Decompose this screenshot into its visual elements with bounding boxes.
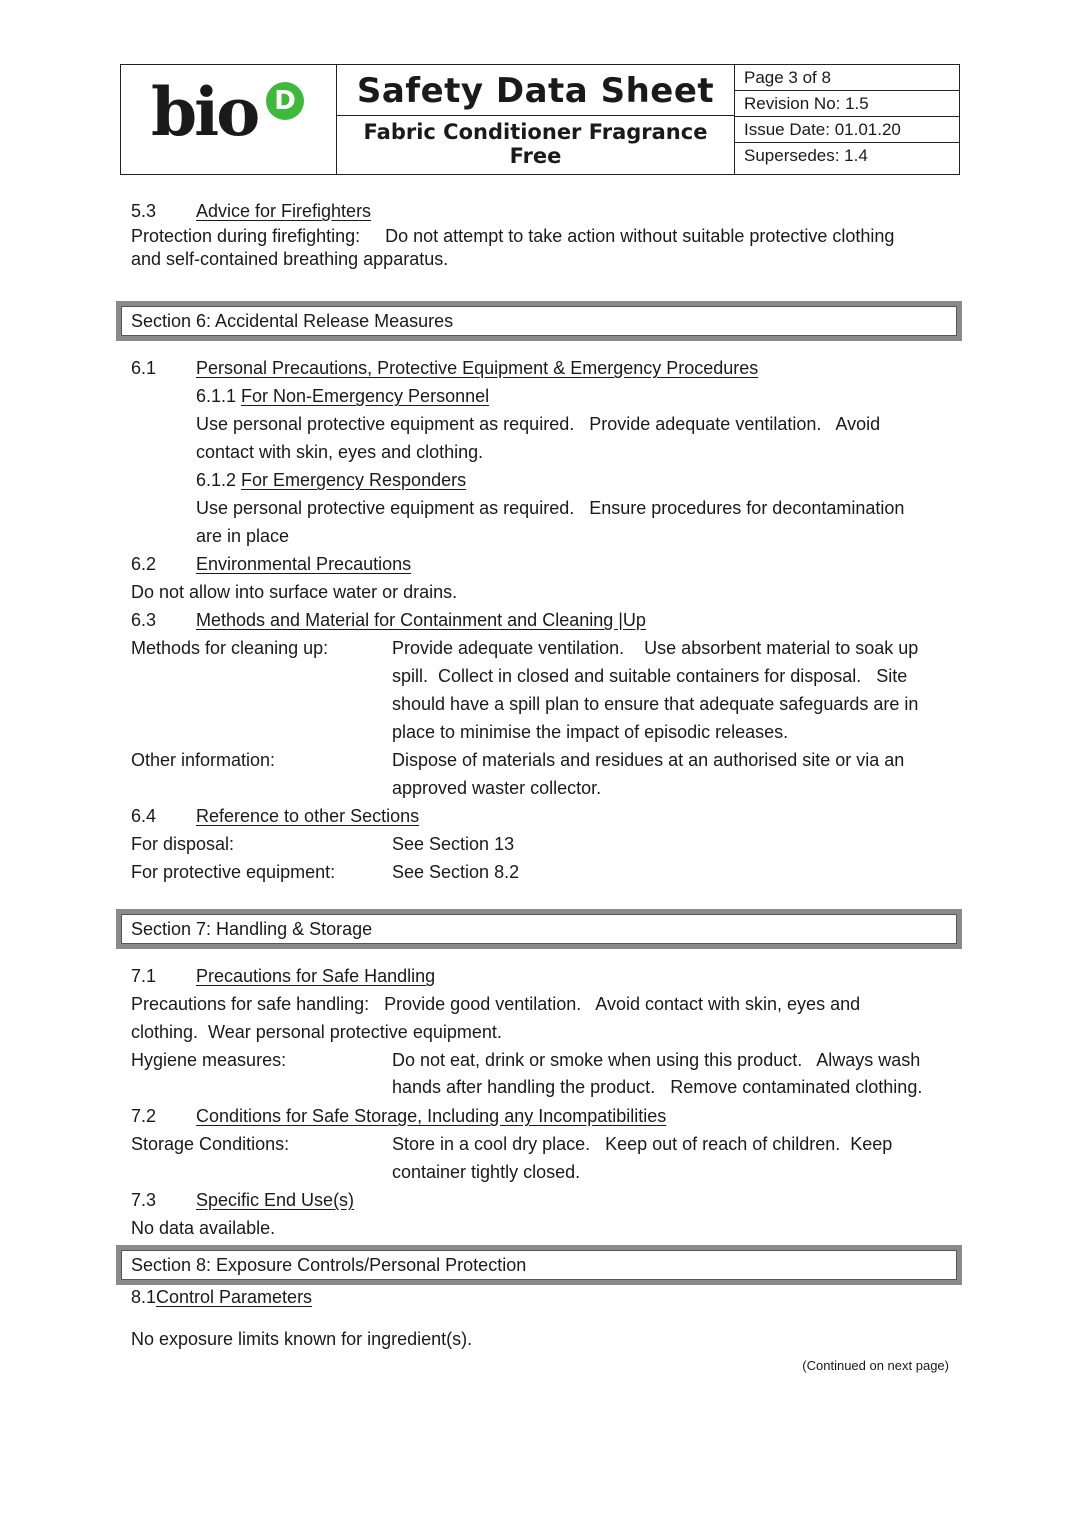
- subsection-heading: Personal Precautions, Protective Equipment & Emergency Procedures: [196, 358, 759, 378]
- section-number: 6.1.1: [196, 386, 237, 406]
- field-value-line: Provide adequate ventilation. Use absorbent material to soak up: [392, 638, 919, 658]
- section-number: 6.1: [131, 358, 157, 378]
- subsection-heading: Conditions for Safe Storage, Including any Incompatibilities: [196, 1106, 667, 1126]
- document-title: Safety Data Sheet: [356, 71, 715, 111]
- title-cell: [337, 65, 735, 174]
- subsection-heading: For Emergency Responders: [241, 470, 467, 490]
- paragraph-line: No data available.: [131, 1218, 276, 1238]
- paragraph-line: are in place: [196, 526, 290, 546]
- section-number: 6.1.2: [196, 470, 237, 490]
- paragraph-line: No exposure limits known for ingredient(s).: [131, 1329, 473, 1349]
- issue-date: Issue Date: 01.01.20: [744, 120, 901, 139]
- field-value: See Section 13: [392, 834, 515, 854]
- product-name: Fabric Conditioner Fragrance Free: [363, 120, 708, 168]
- paragraph-line: Use personal protective equipment as required. Ensure procedures for decontamination: [196, 498, 905, 518]
- section-number: 8.1: [131, 1287, 157, 1307]
- paragraph-line: Use personal protective equipment as required. Provide adequate ventilation. Avoid: [196, 414, 881, 434]
- revision-number: Revision No: 1.5: [744, 94, 869, 113]
- section-number: 7.2: [131, 1106, 157, 1126]
- subsection-heading: Methods and Material for Containment and Cleaning |Up: [196, 610, 646, 630]
- field-label: For disposal:: [131, 834, 235, 854]
- supersedes: Supersedes: 1.4: [744, 146, 868, 165]
- document-header: [120, 64, 960, 175]
- field-value-line: should have a spill plan to ensure that adequate safeguards are in: [392, 694, 919, 714]
- field-value-line: Dispose of materials and residues at an authorised site or via an: [392, 750, 905, 770]
- section-number: 6.2: [131, 554, 157, 574]
- paragraph-line: clothing. Wear personal protective equipment.: [131, 1022, 502, 1042]
- subsection-heading: Control Parameters: [156, 1287, 313, 1307]
- field-label: Hygiene measures:: [131, 1050, 287, 1070]
- field-value-line: approved waster collector.: [392, 778, 602, 798]
- section-number: 7.3: [131, 1190, 157, 1210]
- paragraph-line: Precautions for safe handling: Provide good ventilation. Avoid contact with skin, eyes and: [131, 994, 861, 1014]
- subsection-heading: Reference to other Sections: [196, 806, 420, 826]
- subsection-heading: Advice for Firefighters: [196, 201, 372, 221]
- field-value-line: Do not eat, drink or smoke when using this product. Always wash: [392, 1050, 921, 1070]
- field-value-line: hands after handling the product. Remove contaminated clothing.: [392, 1077, 923, 1097]
- section-title: Section 7: Handling & Storage: [121, 914, 957, 944]
- section-number: 6.4: [131, 806, 157, 826]
- subsection-heading: For Non-Emergency Personnel: [241, 386, 490, 406]
- paragraph-line: and self-contained breathing apparatus.: [131, 249, 449, 269]
- section-title: Section 6: Accidental Release Measures: [121, 306, 957, 336]
- section-bar: [116, 1245, 962, 1285]
- logo-cell: [121, 65, 337, 174]
- logo-badge: D: [266, 82, 304, 120]
- subsection-heading: Environmental Precautions: [196, 554, 412, 574]
- paragraph-line: Do not allow into surface water or drains.: [131, 582, 458, 602]
- section-number: 6.3: [131, 610, 157, 630]
- section-number: 5.3: [131, 201, 157, 221]
- paragraph-line: Protection during firefighting: Do not attempt to take action without suitable protective clothing: [131, 226, 895, 246]
- section-title: Section 8: Exposure Controls/Personal Protection: [121, 1250, 957, 1280]
- page-number: Page 3 of 8: [744, 68, 831, 87]
- bio-d-logo: bio: [151, 73, 258, 151]
- section-bar: [116, 301, 962, 341]
- subsection-heading: Precautions for Safe Handling: [196, 966, 436, 986]
- field-value-line: Store in a cool dry place. Keep out of reach of children. Keep: [392, 1134, 893, 1154]
- meta-cell: [735, 65, 959, 174]
- field-label: For protective equipment:: [131, 862, 336, 882]
- field-label: Methods for cleaning up:: [131, 638, 329, 658]
- subsection-heading: Specific End Use(s): [196, 1190, 355, 1210]
- field-value-line: spill. Collect in closed and suitable containers for disposal. Site: [392, 666, 908, 686]
- section-number: 7.1: [131, 966, 157, 986]
- field-label: Other information:: [131, 750, 276, 770]
- field-value-line: container tightly closed.: [392, 1162, 581, 1182]
- section-bar: [116, 909, 962, 949]
- paragraph-line: contact with skin, eyes and clothing.: [196, 442, 484, 462]
- field-value: See Section 8.2: [392, 862, 520, 882]
- field-label: Storage Conditions:: [131, 1134, 290, 1154]
- field-value-line: place to minimise the impact of episodic releases.: [392, 722, 789, 742]
- continued-note: (Continued on next page): [802, 1358, 949, 1373]
